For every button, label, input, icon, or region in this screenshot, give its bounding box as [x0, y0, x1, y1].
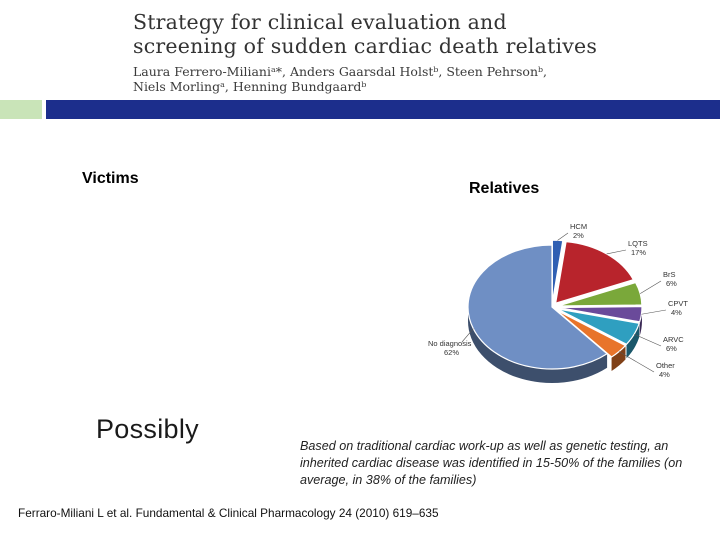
- pie-leader-line: [634, 334, 661, 346]
- finding-text: Based on traditional cardiac work-up as well as genetic testing, an inherited cardiac disease was identified in 15-50% of the families (on average, in 38% of the families): [300, 439, 683, 487]
- blue-header-bar: [46, 100, 720, 119]
- pie-label-percent: 62%: [444, 348, 460, 357]
- pie-label-percent: 2%: [573, 231, 584, 240]
- pie-label-name: CPVT: [668, 299, 689, 308]
- victims-label: Victims: [82, 170, 139, 187]
- paper-title-line-2: screening of sudden cardiac death relatives: [133, 34, 598, 58]
- pie-label-name: Other: [656, 361, 675, 370]
- pie-label-name: BrS: [663, 270, 676, 279]
- pie-label-name: LQTS: [628, 239, 648, 248]
- pie-label-percent: 4%: [659, 370, 670, 379]
- paper-title: [133, 10, 693, 58]
- pie-label-percent: 6%: [666, 279, 677, 288]
- pie-leader-line: [619, 352, 654, 372]
- pie-leader-line: [607, 250, 626, 254]
- relatives-label: Relatives: [469, 180, 540, 197]
- pie-label-name: HCM: [570, 222, 588, 231]
- pie-label-name: No diagnosis: [428, 339, 472, 348]
- pie-label-percent: 4%: [671, 308, 682, 317]
- paper-authors: [133, 64, 693, 94]
- diagnosis-pie-chart: [420, 215, 690, 390]
- pie-label-name: ARVC: [663, 335, 684, 344]
- green-accent-bar: [0, 100, 42, 119]
- paper-authors-line-1: Laura Ferrero-Milianiᵃ*, Anders Gaarsdal Holstᵇ, Steen Pehrsonᵇ,: [133, 64, 547, 79]
- pie-label-percent: 6%: [666, 344, 677, 353]
- possibly-text: Possibly: [96, 414, 199, 444]
- paper-title-line-1: Strategy for clinical evaluation and: [133, 10, 507, 34]
- paper-authors-line-2: Niels Morlingᵃ, Henning Bundgaardᵇ: [133, 79, 367, 94]
- pie-leader-line: [641, 310, 666, 314]
- citation-text: Ferraro-Miliani L et al. Fundamental & Clinical Pharmacology 24 (2010) 619–635: [18, 506, 439, 520]
- pie-slices-layer: [468, 240, 642, 369]
- pie-leader-line: [640, 281, 661, 294]
- pie-label-percent: 17%: [631, 248, 647, 257]
- pie-leader-line: [558, 233, 568, 240]
